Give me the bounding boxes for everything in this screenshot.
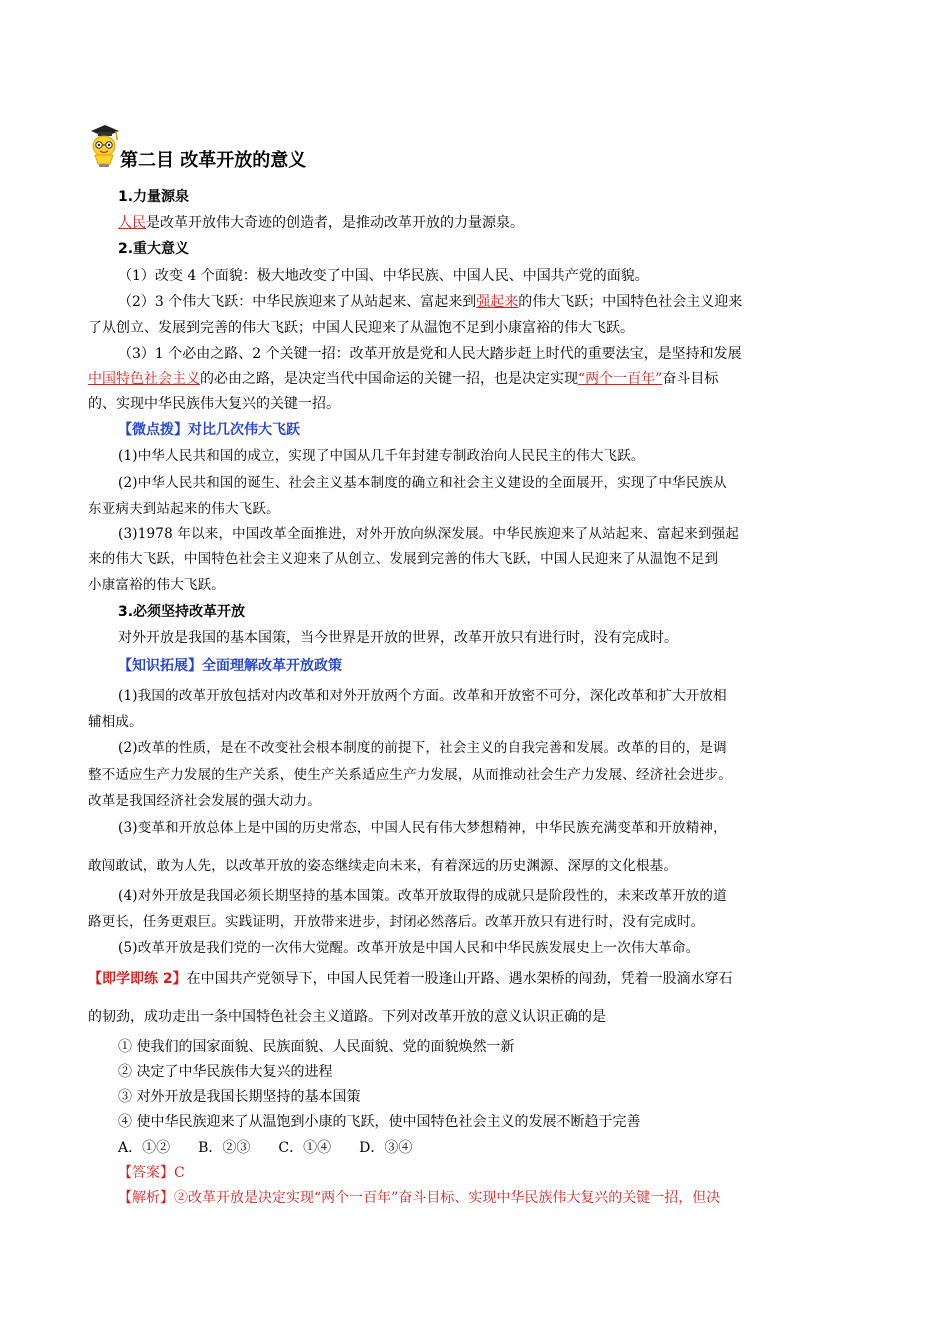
tip-title: 【微点拨】对比几次伟大飞跃 — [118, 422, 300, 438]
tip-l3c: 小康富裕的伟大飞跃。 — [88, 577, 225, 593]
ext-l1a: (1)我国的改革开放包括对内改革和对外开放两个方面。改革和开放密不可分，深化改革和扩大开放相 — [118, 688, 727, 704]
ext-l2b: 整不适应生产力发展的生产关系，使生产关系适应生产力发展，从而推动社会生产力发展、经济社会进步。 — [88, 767, 732, 783]
option-2: ② 决定了中华民族伟大复兴的进程 — [118, 1064, 333, 1080]
ext-l1b: 辅相成。 — [88, 714, 143, 730]
section-title: 第二目 改革开放的意义 — [120, 150, 307, 171]
option-1: ① 使我们的国家面貌、民族面貌、人民面貌、党的面貌焕然一新 — [118, 1039, 515, 1055]
practice-label: 【即学即练 2】 — [88, 971, 187, 987]
tip-l3b: 来的伟大飞跃，中国特色社会主义迎来了从创立、发展到完善的伟大飞跃，中国人民迎来了从温饱不足到 — [88, 551, 719, 567]
significance-p3-line3: 的、实现中华民族伟大复兴的关键一招。 — [88, 396, 340, 412]
power-source-text: 人民是改革开放伟大奇迹的创造者，是推动改革开放的力量源泉。 — [118, 215, 524, 231]
ext-l4a: (4)对外开放是我国必须长期坚持的基本国策。改革开放取得的成就只是阶段性的，未来改革开放的道 — [118, 888, 727, 904]
subtitle-significance: 2.重大意义 — [118, 241, 190, 257]
subtitle-must-persist: 3.必须坚持改革开放 — [118, 604, 246, 620]
tip-l1: (1)中华人民共和国的成立，实现了中国从几千年封建专制政治向人民民主的伟大飞跃。 — [118, 448, 645, 464]
practice-question-line2: 的韧劲，成功走出一条中国特色社会主义道路。下列对改革开放的意义认识正确的是 — [88, 1009, 606, 1025]
option-3: ③ 对外开放是我国长期坚持的基本国策 — [118, 1089, 361, 1105]
analysis-line: 【解析】②改革开放是决定实现“两个一百年”奋斗目标、实现中华民族伟大复兴的关键一招，但决 — [118, 1190, 721, 1206]
ext-l3b: 敢闯敢试，敢为人先，以改革开放的姿态继续走向未来，有着深远的历史渊源、深厚的文化根基。 — [88, 858, 678, 874]
ext-title: 【知识拓展】全面理解改革开放政策 — [118, 658, 342, 674]
answer-choices: A．①② B．②③ C．①④ D．③④ — [118, 1140, 413, 1156]
significance-p2-line2: 了从创立、发展到完善的伟大飞跃；中国人民迎来了从温饱不足到小康富裕的伟大飞跃。 — [88, 320, 634, 336]
significance-p3-line2: 中国特色社会主义的必由之路，是决定当代中国命运的关键一招，也是决定实现“两个一百年”奋斗目标 — [88, 371, 719, 387]
significance-p3-line1: （3）1 个必由之路、2 个关键一招：改革开放是党和人民大踏步赶上时代的重要法宝，是坚持和发展 — [118, 346, 742, 362]
ext-l3a: (3)变革和开放总体上是中国的历史常态，中国人民有伟大梦想精神，中华民族充满变革和开放精神， — [118, 820, 727, 836]
highlight-socialism: 中国特色社会主义 — [88, 371, 200, 387]
highlight-people: 人民 — [118, 215, 146, 231]
ext-l5: (5)改革开放是我们党的一次伟大觉醒。改革开放是中国人民和中华民族发展史上一次伟大革命。 — [118, 940, 700, 956]
significance-p2-line1: （2）3 个伟大飞跃：中华民族迎来了从站起来、富起来到强起来的伟大飞跃；中国特色社会主义迎来 — [118, 294, 743, 310]
highlight-stronger: 强起来 — [476, 294, 519, 310]
option-4: ④ 使中华民族迎来了从温饱到小康的飞跃，使中国特色社会主义的发展不断趋于完善 — [118, 1114, 641, 1130]
tip-l2a: (2)中华人民共和国的诞生、社会主义基本制度的确立和社会主义建设的全面展开，实现了中华民族从 — [118, 475, 727, 491]
scholar-mascot-icon — [88, 122, 122, 170]
tip-l2b: 东亚病夫到站起来的伟大飞跃。 — [88, 501, 280, 517]
subtitle-power-source: 1.力量源泉 — [118, 189, 190, 205]
must-persist-text: 对外开放是我国的基本国策，当今世界是开放的世界，改革开放只有进行时，没有完成时。 — [118, 630, 678, 646]
ext-l2a: (2)改革的性质，是在不改变社会根本制度的前提下，社会主义的自我完善和发展。改革的目的，是调 — [118, 740, 727, 756]
significance-p1: （1）改变 4 个面貌：极大地改变了中国、中华民族、中国人民、中国共产党的面貌。 — [118, 268, 649, 284]
practice-question-line1: 【即学即练 2】在中国共产党领导下，中国人民凭着一股逢山开路、遇水架桥的闯劲，凭着一股滴水穿石 — [88, 971, 733, 987]
tip-l3a: (3)1978 年以来，中国改革全面推进，对外开放向纵深发展。中华民族迎来了从站起来、富起来到强起 — [118, 526, 740, 542]
ext-l4b: 路更长，任务更艰巨。实践证明，开放带来进步，封闭必然落后。改革开放只有进行时，没有完成时。 — [88, 914, 705, 930]
answer-line: 【答案】C — [118, 1165, 185, 1181]
highlight-two-centenary: “两个一百年” — [578, 371, 663, 387]
ext-l2c: 改革是我国经济社会发展的强大动力。 — [88, 793, 321, 809]
